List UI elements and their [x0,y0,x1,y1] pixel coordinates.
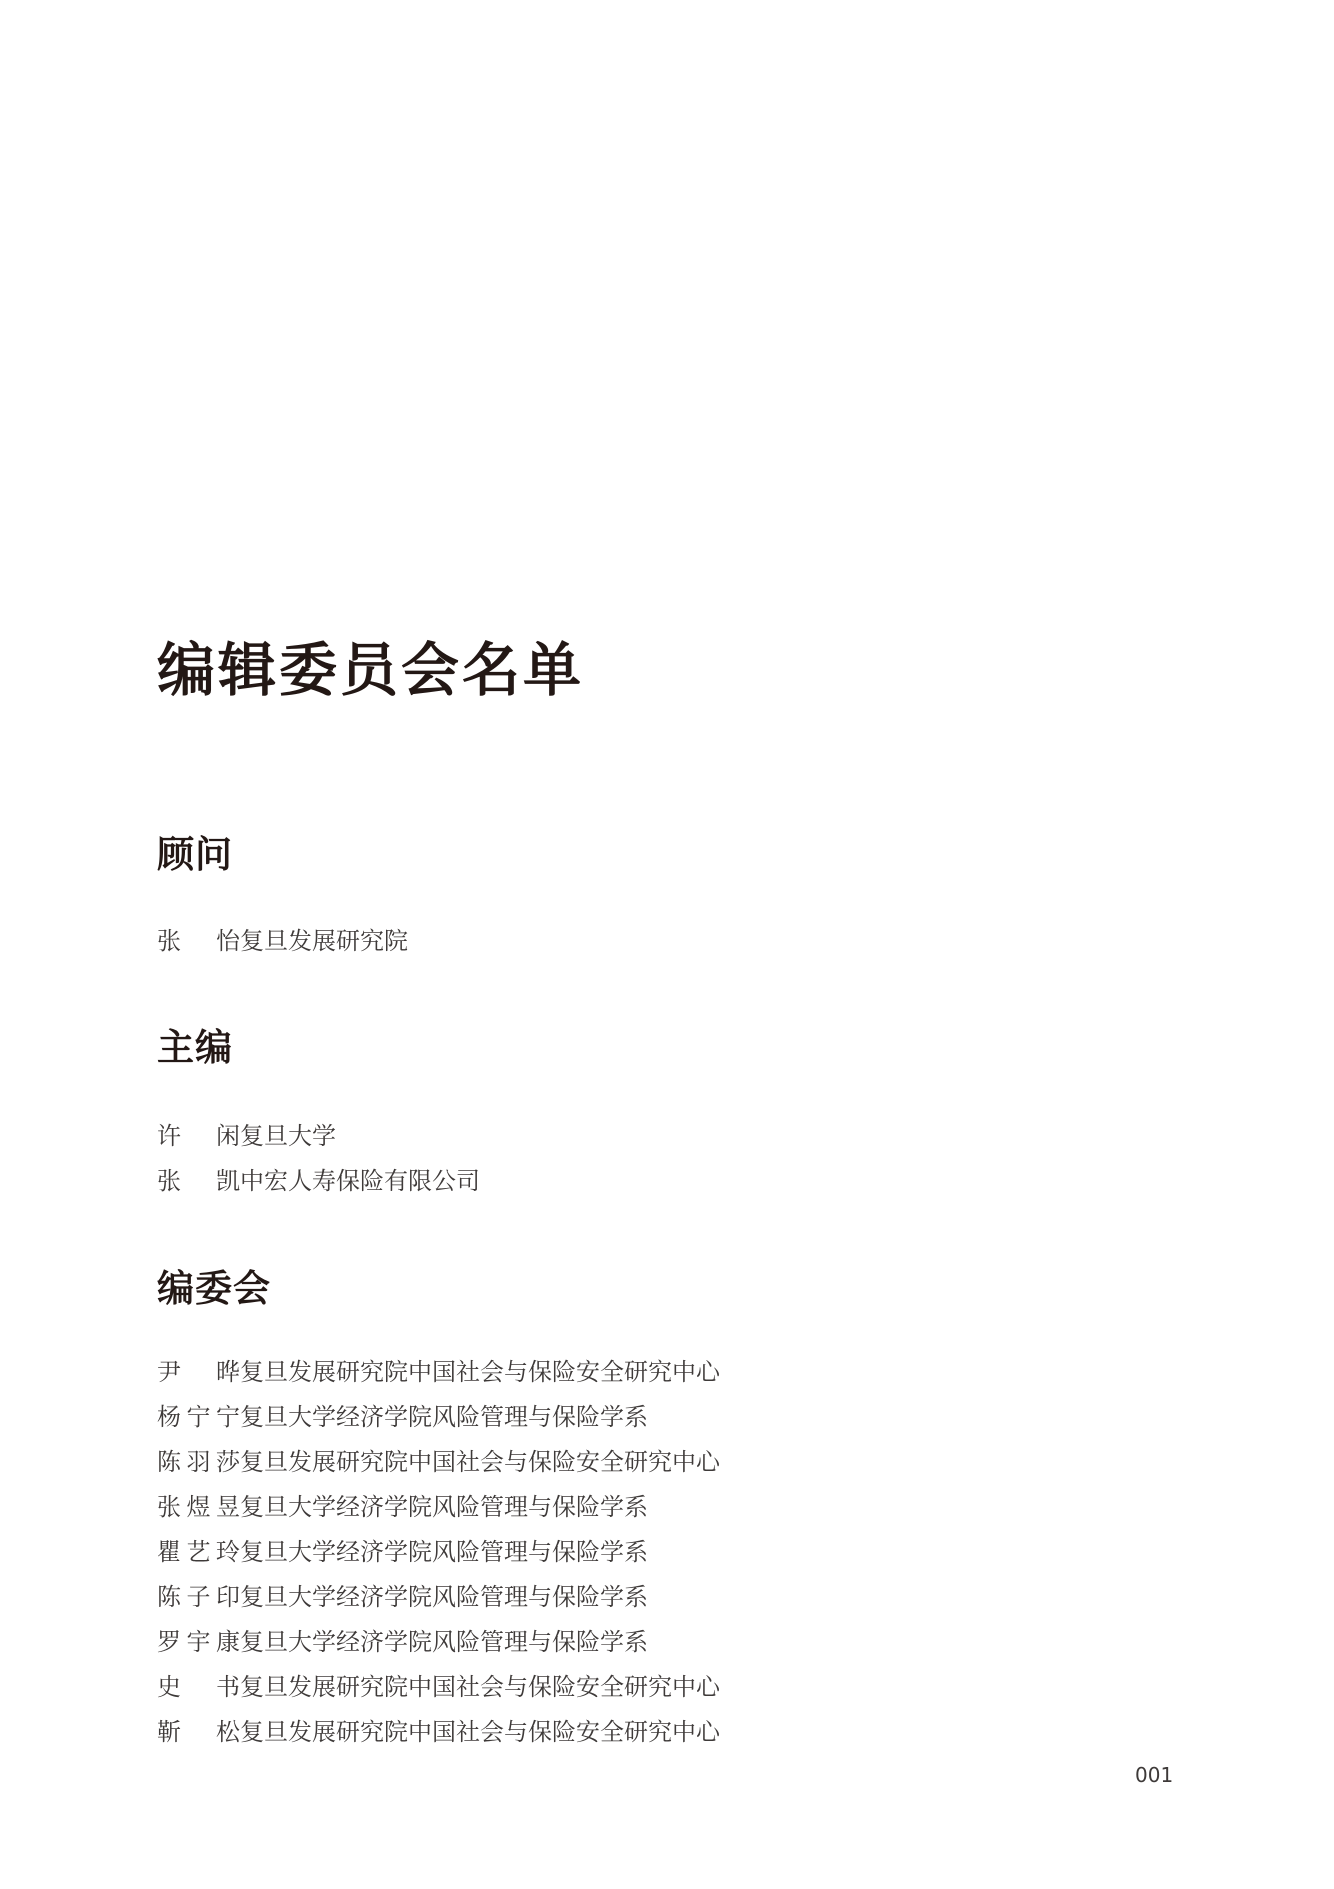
member-org: 复旦大学经济学院风险管理与保险学系 [240,1628,648,1656]
member-name: 尹晔 [157,1358,240,1386]
member-entry [157,1485,720,1530]
member-list [157,1350,720,1755]
editorial-board-section [157,1267,720,1755]
member-name: 张怡 [157,927,240,955]
member-entry [157,1710,720,1755]
advisor-section [157,833,408,964]
member-org: 复旦大学经济学院风险管理与保险学系 [240,1538,648,1566]
member-org: 复旦发展研究院中国社会与保险安全研究中心 [240,1718,720,1746]
member-name: 许闲 [157,1122,240,1150]
section-heading-editorial-board: 编委会 [157,1267,271,1310]
member-org: 复旦发展研究院中国社会与保险安全研究中心 [240,1358,720,1386]
section-heading-advisor: 顾问 [157,833,233,876]
member-name: 杨宁宁 [157,1403,240,1431]
member-entry [157,1575,720,1620]
member-name: 张煜昱 [157,1493,240,1521]
member-name: 史书 [157,1673,240,1701]
member-org: 复旦大学 [240,1122,336,1150]
page-title: 编辑委员会名单 [157,636,585,704]
member-org: 复旦大学经济学院风险管理与保险学系 [240,1583,648,1611]
member-entry [157,1530,720,1575]
member-name: 张凯 [157,1167,240,1195]
member-entry [157,1440,720,1485]
member-name: 罗宇康 [157,1628,240,1656]
member-org: 复旦大学经济学院风险管理与保险学系 [240,1403,648,1431]
member-entry [157,1620,720,1665]
member-list [157,1114,480,1204]
chief-editor-section [157,1026,480,1204]
member-entry [157,1395,720,1440]
member-list [157,919,408,964]
member-name: 陈子印 [157,1583,240,1611]
member-org: 复旦发展研究院中国社会与保险安全研究中心 [240,1673,720,1701]
member-entry [157,1114,480,1159]
member-org: 复旦发展研究院 [240,927,408,955]
member-org: 复旦大学经济学院风险管理与保险学系 [240,1493,648,1521]
member-name: 靳松 [157,1718,240,1746]
member-org: 复旦发展研究院中国社会与保险安全研究中心 [240,1448,720,1476]
section-heading-chief-editor: 主编 [157,1026,233,1069]
member-name: 瞿艺玲 [157,1538,240,1566]
member-entry [157,919,408,964]
member-entry [157,1159,480,1204]
member-name: 陈羽莎 [157,1448,240,1476]
page-number: 001 [1135,1763,1174,1787]
member-entry [157,1665,720,1710]
member-org: 中宏人寿保险有限公司 [240,1167,480,1195]
member-entry [157,1350,720,1395]
